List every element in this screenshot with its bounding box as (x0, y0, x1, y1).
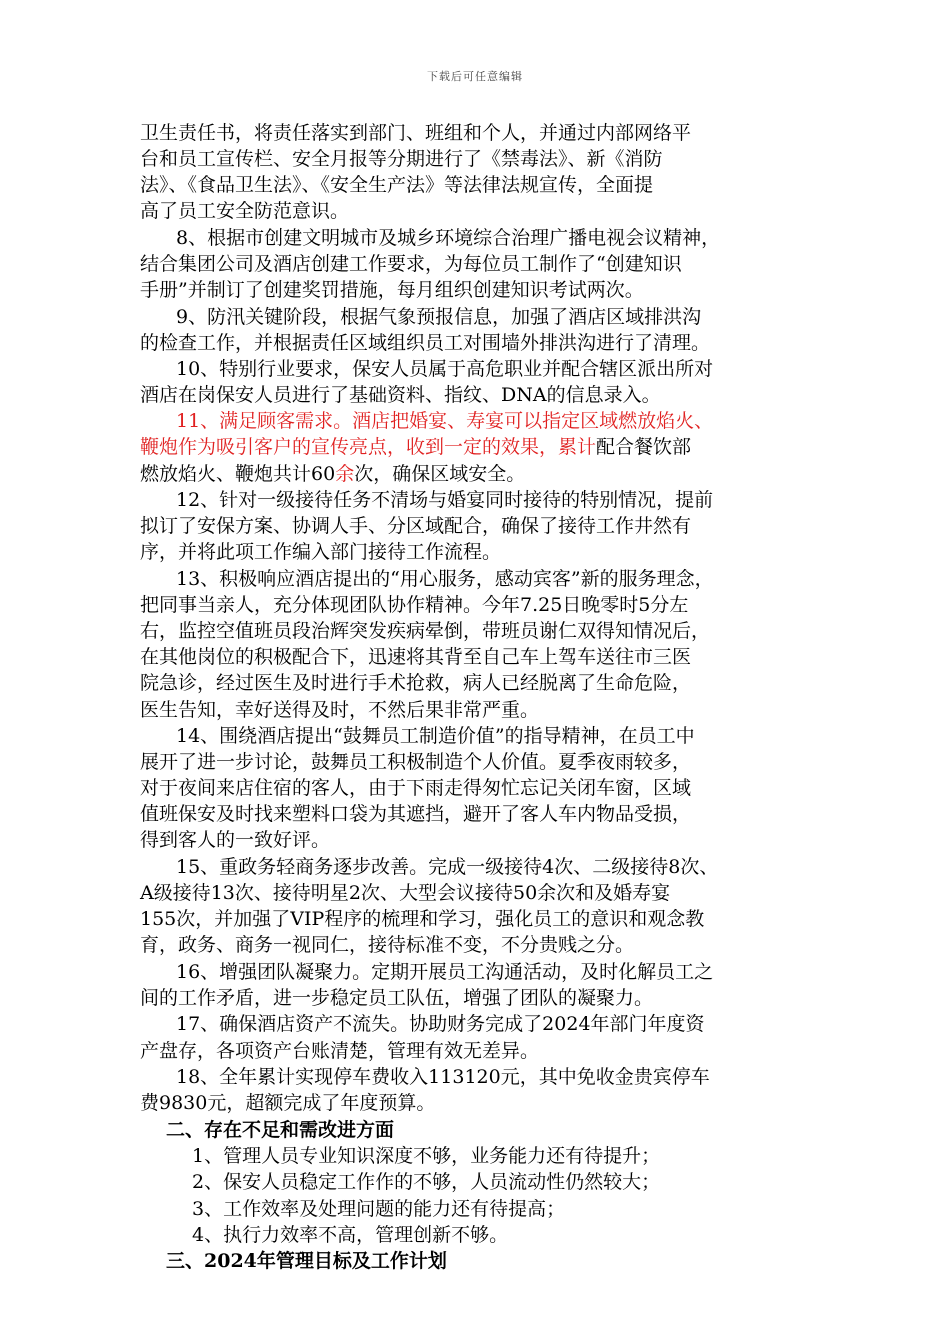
text-segment: 得到客人的一致好评。 (140, 829, 331, 851)
paragraph-line (140, 827, 330, 853)
page-header: 下载后可任意编辑 (427, 70, 523, 83)
text-segment: 燃放焰火、鞭炮共计60 (140, 463, 336, 485)
text-segment: 把同事当亲人，充分体现团队协作精神。今年7.25日晚零时5分左 (140, 594, 689, 616)
paragraph-line (176, 723, 695, 749)
text-segment: 15、重政务轻商务逐步改善。完成一级接待4次、二级接待8次、 (176, 856, 719, 878)
paragraph-line (140, 1090, 435, 1116)
paragraph-line (192, 1169, 660, 1195)
text-segment: 8、根据市创建文明城市及城乡环境综合治理广播电视会议精神， (176, 227, 721, 249)
text-segment: 155次，并加强了VIP程序的梳理和学习，强化员工的意识和观念教 (140, 908, 705, 930)
text-segment: 17、确保酒店资产不流失。协助财务完成了2024年部门年度资 (176, 1013, 705, 1035)
paragraph-line (176, 304, 701, 330)
paragraph-line (140, 932, 634, 958)
paragraph-line (140, 775, 691, 801)
text-segment: 卫生责任书，将责任落实到部门、班组和个人，并通过内部网络平 (140, 122, 692, 144)
paragraph-line (140, 1038, 539, 1064)
paragraph-line (140, 461, 525, 487)
text-segment: 酒店在岗保安人员进行了基础资料、指纹、DNA的信息录入。 (140, 384, 661, 406)
text-segment: 二、存在不足和需改进方面 (166, 1119, 395, 1141)
text-segment: 医生告知，幸好送得及时，不然后果非常严重。 (140, 699, 540, 721)
text-segment: 14、围绕酒店提出“鼓舞员工制造价值”的指导精神，在员工中 (176, 725, 695, 747)
paragraph-line (140, 697, 539, 723)
text-segment: 手册”并制订了创建奖罚措施，每月组织创建知识考试两次。 (140, 279, 644, 301)
text-segment: 右，监控空值班员段治辉突发疾病晕倒，带班员谢仁双得知情况后， (140, 620, 711, 642)
paragraph-line (140, 277, 644, 303)
text-segment: 法》、《食品卫生法》、《安全生产法》等法律法规宣传，全面提 (140, 174, 654, 196)
text-segment: 鞭炮作为吸引客户的宣传亮点，收到一定的效果，累计 (140, 436, 597, 458)
text-segment: 18、全年累计实现停车费收入113120元，其中免收金贵宾停车 (176, 1066, 710, 1088)
text-segment: 育，政务、商务一视同仁，接待标准不变，不分贵贱之分。 (140, 934, 635, 956)
paragraph-line (192, 1143, 660, 1169)
paragraph-line (140, 539, 501, 565)
text-segment: 高了员工安全防范意识。 (140, 200, 350, 222)
text-segment: 结合集团公司及酒店创建工作要求，为每位员工制作了“创建知识 (140, 253, 682, 275)
text-segment: 4、执行力效率不高，管理创新不够。 (192, 1224, 509, 1246)
paragraph-line (140, 251, 682, 277)
paragraph-line (176, 1064, 710, 1090)
text-segment: 16、增强团队凝聚力。定期开展员工沟通活动，及时化解员工之 (176, 961, 714, 983)
text-segment: 费9830元，超额完成了年度预算。 (140, 1092, 436, 1114)
text-segment: 次，确保区域安全。 (354, 463, 526, 485)
paragraph-line (140, 434, 691, 460)
paragraph-line (176, 854, 718, 880)
paragraph-line (140, 146, 663, 172)
text-segment: 序，并将此项工作编入部门接待工作流程。 (140, 541, 502, 563)
paragraph-line (140, 670, 691, 696)
paragraph-line (140, 172, 653, 198)
text-segment: 3、工作效率及处理问题的能力还有待提高； (192, 1198, 566, 1220)
text-segment: 台和员工宣传栏、安全月报等分期进行了《禁毒法》、新《消防 (140, 148, 663, 170)
paragraph-line (140, 618, 710, 644)
paragraph-line (176, 356, 713, 382)
paragraph-line (140, 198, 349, 224)
section-heading (166, 1248, 447, 1274)
paragraph-line (176, 959, 713, 985)
text-segment: 2、保安人员稳定工作作的不够，人员流动性仍然较大； (192, 1171, 661, 1193)
text-segment: 产盘存，各项资产台账清楚，管理有效无差异。 (140, 1040, 540, 1062)
paragraph-line (140, 880, 670, 906)
paragraph-line (140, 985, 653, 1011)
paragraph-line (140, 592, 688, 618)
text-segment: 11、满足顾客需求。酒店把婚宴、寿宴可以指定区域燃放焰火、 (176, 410, 714, 432)
paragraph-line (192, 1196, 565, 1222)
text-segment: 10、特别行业要求，保安人员属于高危职业并配合辖区派出所对 (176, 358, 714, 380)
text-segment: 12、针对一级接待任务不清场与婚宴同时接待的特别情况，提前 (176, 489, 714, 511)
paragraph-line (192, 1222, 508, 1248)
text-segment: 对于夜间来店住宿的客人，由于下雨走得匆忙忘记关闭车窗，区域 (140, 777, 692, 799)
text-segment: 三、2024年管理目标及工作计划 (166, 1250, 447, 1272)
text-segment: 9、防汛关键阶段，根据气象预报信息，加强了酒店区域排洪沟 (176, 306, 702, 328)
text-segment: 的检查工作，并根据责任区域组织员工对围墙外排洪沟进行了清理。 (140, 332, 711, 354)
paragraph-line (176, 408, 713, 434)
text-segment: 配合餐饮部 (596, 436, 692, 458)
text-segment: 13、积极响应酒店提出的“用心服务，感动宾客”新的服务理念， (176, 568, 714, 590)
section-heading (166, 1117, 394, 1143)
paragraph-line (176, 225, 720, 251)
text-segment: 拟订了安保方案、协调人手、分区域配合，确保了接待工作井然有 (140, 515, 692, 537)
paragraph-line (140, 749, 691, 775)
text-segment: 余 (335, 463, 355, 485)
paragraph-line (140, 801, 691, 827)
paragraph-line (176, 487, 713, 513)
text-segment: 展开了进一步讨论，鼓舞员工积极制造个人价值。夏季夜雨较多， (140, 751, 692, 773)
paragraph-line (140, 513, 691, 539)
paragraph-line (140, 644, 691, 670)
paragraph-line (140, 382, 661, 408)
paragraph-line (176, 566, 714, 592)
text-segment: 1、管理人员专业知识深度不够，业务能力还有待提升； (192, 1145, 661, 1167)
paragraph-line (140, 906, 704, 932)
paragraph-line (176, 1011, 705, 1037)
text-segment: A级接待13次、接待明星2次、大型会议接待50余次和及婚寿宴 (140, 882, 671, 904)
paragraph-line (140, 330, 710, 356)
text-segment: 在其他岗位的积极配合下，迅速将其背至自己车上驾车送往市三医 (140, 646, 692, 668)
text-segment: 间的工作矛盾，进一步稳定员工队伍，增强了团队的凝聚力。 (140, 987, 654, 1009)
text-segment: 院急诊，经过医生及时进行手术抢救，病人已经脱离了生命危险， (140, 672, 692, 694)
paragraph-line (140, 120, 691, 146)
text-segment: 值班保安及时找来塑料口袋为其遮挡，避开了客人车内物品受损， (140, 803, 692, 825)
